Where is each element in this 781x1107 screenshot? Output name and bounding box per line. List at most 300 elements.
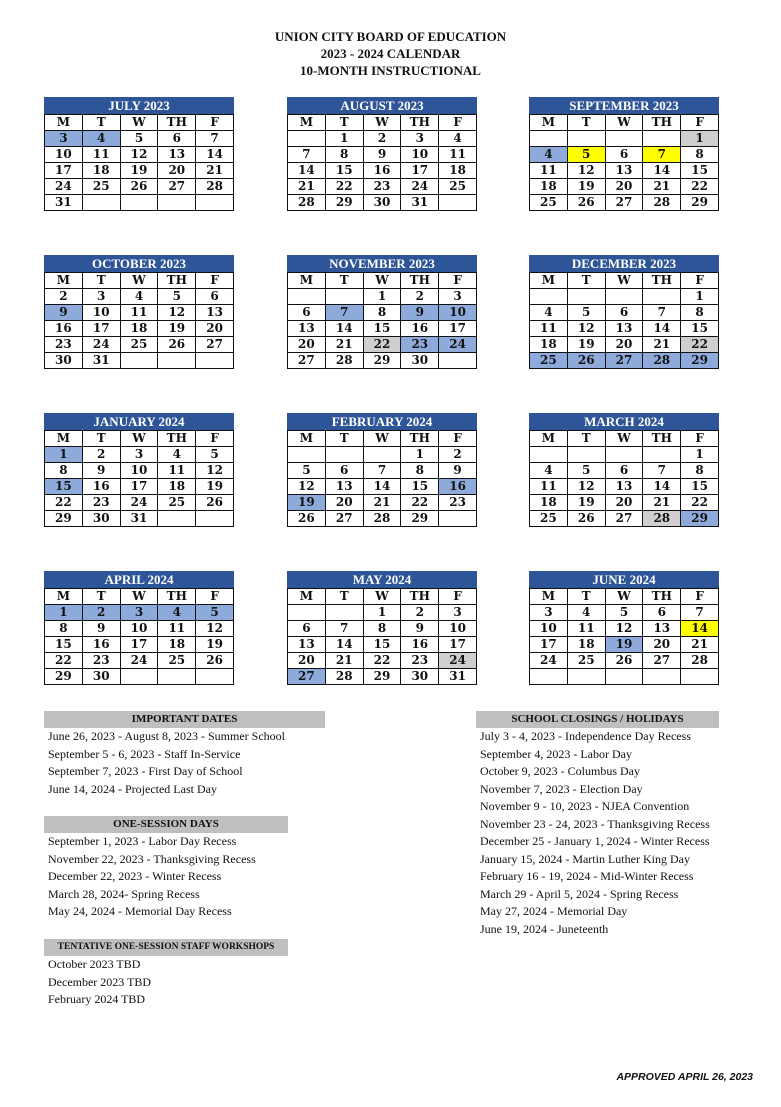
- day-cell: 11: [82, 147, 120, 163]
- day-cell: [605, 447, 643, 463]
- day-cell: 14: [643, 479, 681, 495]
- day-cell: 7: [196, 131, 234, 147]
- weekday-label: W: [363, 115, 401, 131]
- day-cell: 1: [681, 289, 719, 305]
- day-cell: 6: [643, 605, 681, 621]
- weekday-label: T: [567, 115, 605, 131]
- day-cell: 6: [605, 305, 643, 321]
- day-cell: 22: [681, 337, 719, 353]
- list-item: May 27, 2024 - Memorial Day: [480, 904, 628, 918]
- day-cell: 21: [363, 495, 401, 511]
- day-cell: 18: [439, 163, 477, 179]
- day-cell: 19: [605, 637, 643, 653]
- day-cell: 14: [325, 637, 363, 653]
- day-cell: 29: [681, 511, 719, 527]
- day-cell: 26: [196, 495, 234, 511]
- day-cell: [325, 605, 363, 621]
- day-cell: 21: [325, 337, 363, 353]
- day-cell: 10: [45, 147, 83, 163]
- day-cell: 21: [643, 495, 681, 511]
- weekday-label: F: [196, 589, 234, 605]
- day-cell: 31: [45, 195, 83, 211]
- day-cell: 5: [567, 147, 605, 163]
- day-cell: 22: [325, 179, 363, 195]
- day-cell: 2: [363, 131, 401, 147]
- day-cell: 9: [82, 463, 120, 479]
- day-cell: 29: [681, 353, 719, 369]
- month-calendar: [44, 255, 234, 369]
- weekday-label: TH: [401, 273, 439, 289]
- day-cell: 22: [681, 179, 719, 195]
- day-cell: [363, 447, 401, 463]
- month-calendar: [287, 413, 477, 527]
- day-cell: 6: [605, 147, 643, 163]
- day-cell: 3: [120, 447, 158, 463]
- day-cell: 10: [120, 621, 158, 637]
- day-cell: 27: [196, 337, 234, 353]
- month-calendar: [529, 413, 719, 527]
- day-cell: 1: [681, 447, 719, 463]
- day-cell: 4: [120, 289, 158, 305]
- weekday-label: TH: [158, 115, 196, 131]
- day-cell: 29: [681, 195, 719, 211]
- day-cell: [158, 511, 196, 527]
- day-cell: 14: [681, 621, 719, 637]
- day-cell: 4: [82, 131, 120, 147]
- day-cell: [643, 289, 681, 305]
- day-cell: 25: [567, 653, 605, 669]
- day-cell: 27: [325, 511, 363, 527]
- day-cell: 15: [401, 479, 439, 495]
- day-cell: 20: [158, 163, 196, 179]
- day-cell: 13: [605, 321, 643, 337]
- weekday-label: W: [605, 115, 643, 131]
- day-cell: 18: [158, 637, 196, 653]
- day-cell: 24: [45, 179, 83, 195]
- day-cell: 3: [401, 131, 439, 147]
- day-cell: 26: [605, 653, 643, 669]
- day-cell: 5: [196, 447, 234, 463]
- day-cell: 9: [82, 621, 120, 637]
- day-cell: 8: [325, 147, 363, 163]
- day-cell: [158, 353, 196, 369]
- day-cell: 21: [681, 637, 719, 653]
- day-cell: 17: [401, 163, 439, 179]
- day-cell: 10: [530, 621, 568, 637]
- day-cell: 21: [325, 653, 363, 669]
- day-cell: [196, 669, 234, 685]
- weekday-label: T: [325, 115, 363, 131]
- weekday-label: M: [288, 589, 326, 605]
- day-cell: 13: [605, 163, 643, 179]
- list-item: September 7, 2023 - First Day of School: [48, 764, 243, 778]
- day-cell: 27: [605, 511, 643, 527]
- weekday-label: T: [567, 589, 605, 605]
- day-cell: 14: [288, 163, 326, 179]
- day-cell: [196, 511, 234, 527]
- day-cell: 5: [196, 605, 234, 621]
- day-cell: 19: [158, 321, 196, 337]
- day-cell: 30: [45, 353, 83, 369]
- day-cell: 23: [45, 337, 83, 353]
- day-cell: 29: [363, 669, 401, 685]
- day-cell: 30: [401, 353, 439, 369]
- day-cell: 21: [643, 179, 681, 195]
- weekday-label: M: [530, 431, 568, 447]
- day-cell: 15: [681, 479, 719, 495]
- day-cell: 9: [363, 147, 401, 163]
- month-calendar: [44, 97, 234, 211]
- day-cell: 28: [325, 353, 363, 369]
- weekday-label: W: [605, 431, 643, 447]
- month-header: SEPTEMBER 2023: [529, 97, 719, 114]
- day-cell: 29: [45, 511, 83, 527]
- day-cell: 2: [439, 447, 477, 463]
- month-calendar: [529, 97, 719, 211]
- day-cell: 31: [82, 353, 120, 369]
- weekday-label: M: [288, 115, 326, 131]
- day-cell: [120, 669, 158, 685]
- month-header: OCTOBER 2023: [44, 255, 234, 272]
- day-cell: 30: [363, 195, 401, 211]
- title-line-3: 10-MONTH INSTRUCTIONAL: [300, 63, 481, 78]
- approval-note: APPROVED APRIL 26, 2023: [616, 1071, 753, 1083]
- weekday-label: TH: [158, 589, 196, 605]
- day-cell: 9: [45, 305, 83, 321]
- day-cell: 22: [681, 495, 719, 511]
- day-cell: 16: [363, 163, 401, 179]
- day-cell: 28: [196, 179, 234, 195]
- month-header: APRIL 2024: [44, 571, 234, 588]
- title-line-1: UNION CITY BOARD OF EDUCATION: [274, 29, 507, 44]
- weekday-label: W: [120, 589, 158, 605]
- day-cell: 8: [45, 621, 83, 637]
- day-cell: 1: [325, 131, 363, 147]
- day-cell: 5: [120, 131, 158, 147]
- day-cell: 8: [681, 305, 719, 321]
- day-cell: 15: [363, 321, 401, 337]
- day-cell: 23: [439, 495, 477, 511]
- day-cell: 20: [643, 637, 681, 653]
- month-calendar: [529, 571, 719, 685]
- day-cell: 10: [120, 463, 158, 479]
- day-cell: 7: [681, 605, 719, 621]
- day-cell: 7: [643, 305, 681, 321]
- day-cell: 18: [120, 321, 158, 337]
- day-cell: 24: [120, 495, 158, 511]
- day-cell: [288, 605, 326, 621]
- day-cell: 2: [45, 289, 83, 305]
- day-cell: 15: [681, 321, 719, 337]
- day-cell: 10: [439, 621, 477, 637]
- day-cell: 26: [158, 337, 196, 353]
- weekday-label: F: [196, 273, 234, 289]
- day-cell: 10: [82, 305, 120, 321]
- day-cell: [325, 289, 363, 305]
- day-cell: [196, 353, 234, 369]
- day-cell: 14: [643, 321, 681, 337]
- day-cell: 5: [288, 463, 326, 479]
- day-cell: 26: [567, 353, 605, 369]
- day-cell: 22: [45, 653, 83, 669]
- month-calendar: [44, 413, 234, 527]
- day-cell: [288, 131, 326, 147]
- list-item: May 24, 2024 - Memorial Day Recess: [48, 904, 232, 918]
- weekday-label: T: [325, 431, 363, 447]
- day-cell: 27: [288, 669, 326, 685]
- day-cell: 12: [196, 463, 234, 479]
- day-cell: 19: [567, 337, 605, 353]
- weekday-label: F: [681, 431, 719, 447]
- day-cell: 24: [120, 653, 158, 669]
- day-cell: 18: [567, 637, 605, 653]
- month-header: MARCH 2024: [529, 413, 719, 430]
- day-cell: 3: [82, 289, 120, 305]
- list-item: October 9, 2023 - Columbus Day: [480, 764, 640, 778]
- list-item: June 19, 2024 - Juneteenth: [480, 921, 609, 936]
- day-cell: 30: [82, 511, 120, 527]
- day-cell: 23: [82, 495, 120, 511]
- day-cell: 14: [363, 479, 401, 495]
- day-cell: [439, 511, 477, 527]
- day-cell: 22: [401, 495, 439, 511]
- day-cell: 25: [158, 495, 196, 511]
- day-cell: 2: [82, 447, 120, 463]
- day-cell: 22: [45, 495, 83, 511]
- day-cell: 6: [605, 463, 643, 479]
- day-cell: 13: [605, 479, 643, 495]
- day-cell: 12: [567, 479, 605, 495]
- day-cell: 6: [196, 289, 234, 305]
- day-cell: [681, 669, 719, 685]
- day-cell: 31: [120, 511, 158, 527]
- day-cell: 13: [643, 621, 681, 637]
- day-cell: 15: [681, 163, 719, 179]
- day-cell: 4: [530, 147, 568, 163]
- day-cell: 12: [158, 305, 196, 321]
- weekday-label: W: [120, 115, 158, 131]
- day-cell: 17: [82, 321, 120, 337]
- day-cell: [643, 669, 681, 685]
- day-cell: 12: [120, 147, 158, 163]
- document-title: [0, 28, 781, 79]
- day-cell: [196, 195, 234, 211]
- weekday-label: F: [439, 273, 477, 289]
- day-cell: 16: [82, 479, 120, 495]
- day-cell: 16: [401, 321, 439, 337]
- day-cell: 22: [363, 337, 401, 353]
- day-cell: 18: [158, 479, 196, 495]
- list-item: December 22, 2023 - Winter Recess: [48, 869, 222, 883]
- day-cell: 25: [530, 353, 568, 369]
- weekday-label: TH: [643, 431, 681, 447]
- day-cell: [288, 289, 326, 305]
- day-cell: 5: [567, 463, 605, 479]
- day-cell: 17: [120, 479, 158, 495]
- day-cell: 2: [401, 605, 439, 621]
- day-cell: [567, 131, 605, 147]
- weekday-label: TH: [158, 431, 196, 447]
- day-cell: 12: [567, 163, 605, 179]
- day-cell: 8: [401, 463, 439, 479]
- day-cell: [643, 131, 681, 147]
- day-cell: 13: [288, 637, 326, 653]
- day-cell: 12: [605, 621, 643, 637]
- list-item: January 15, 2024 - Martin Luther King Day: [480, 851, 690, 866]
- weekday-label: F: [439, 589, 477, 605]
- day-cell: 21: [643, 337, 681, 353]
- day-cell: 28: [363, 511, 401, 527]
- day-cell: 19: [196, 479, 234, 495]
- weekday-label: F: [439, 431, 477, 447]
- day-cell: 13: [288, 321, 326, 337]
- month-calendar: [287, 97, 477, 211]
- day-cell: 27: [605, 353, 643, 369]
- day-cell: 9: [439, 463, 477, 479]
- day-cell: 2: [401, 289, 439, 305]
- weekday-label: F: [196, 115, 234, 131]
- weekday-label: W: [605, 589, 643, 605]
- weekday-label: T: [82, 273, 120, 289]
- day-cell: 3: [439, 289, 477, 305]
- day-cell: 13: [158, 147, 196, 163]
- day-cell: 19: [120, 163, 158, 179]
- day-cell: 12: [288, 479, 326, 495]
- day-cell: 14: [325, 321, 363, 337]
- weekday-label: M: [288, 431, 326, 447]
- list-item: December 2023 TBD: [48, 974, 152, 989]
- day-cell: 28: [288, 195, 326, 211]
- weekday-label: M: [45, 589, 83, 605]
- day-cell: [605, 669, 643, 685]
- day-cell: 19: [288, 495, 326, 511]
- list-item: March 29 - April 5, 2024 - Spring Recess: [480, 886, 679, 901]
- day-cell: 16: [439, 479, 477, 495]
- day-cell: 3: [120, 605, 158, 621]
- day-cell: 9: [401, 621, 439, 637]
- day-cell: 23: [363, 179, 401, 195]
- day-cell: 11: [530, 321, 568, 337]
- day-cell: 1: [401, 447, 439, 463]
- weekday-label: TH: [643, 115, 681, 131]
- day-cell: [530, 289, 568, 305]
- day-cell: [567, 289, 605, 305]
- weekday-label: TH: [643, 589, 681, 605]
- day-cell: 7: [325, 305, 363, 321]
- day-cell: 4: [158, 605, 196, 621]
- day-cell: 17: [120, 637, 158, 653]
- day-cell: 21: [196, 163, 234, 179]
- day-cell: [530, 447, 568, 463]
- day-cell: [158, 669, 196, 685]
- day-cell: 17: [45, 163, 83, 179]
- day-cell: 3: [45, 131, 83, 147]
- day-cell: 27: [288, 353, 326, 369]
- list-item: November 7, 2023 - Election Day: [480, 781, 643, 796]
- day-cell: 7: [643, 463, 681, 479]
- day-cell: [643, 447, 681, 463]
- section-header: SCHOOL CLOSINGS / HOLIDAYS: [476, 711, 719, 728]
- day-cell: 15: [363, 637, 401, 653]
- day-cell: 7: [643, 147, 681, 163]
- day-cell: 13: [196, 305, 234, 321]
- weekday-label: F: [681, 115, 719, 131]
- day-cell: 18: [530, 337, 568, 353]
- day-cell: 25: [439, 179, 477, 195]
- day-cell: 10: [401, 147, 439, 163]
- day-cell: 22: [363, 653, 401, 669]
- day-cell: 19: [567, 179, 605, 195]
- weekday-label: TH: [643, 273, 681, 289]
- day-cell: 25: [158, 653, 196, 669]
- weekday-label: W: [363, 431, 401, 447]
- day-cell: 1: [363, 605, 401, 621]
- day-cell: 15: [45, 479, 83, 495]
- day-cell: [288, 447, 326, 463]
- day-cell: 15: [325, 163, 363, 179]
- list-item: December 25 - January 1, 2024 - Winter Recess: [480, 834, 710, 848]
- day-cell: 15: [45, 637, 83, 653]
- day-cell: 8: [681, 147, 719, 163]
- day-cell: [439, 195, 477, 211]
- day-cell: 11: [120, 305, 158, 321]
- day-cell: 31: [439, 669, 477, 685]
- day-cell: 4: [439, 131, 477, 147]
- day-cell: 20: [605, 337, 643, 353]
- section-header: IMPORTANT DATES: [44, 711, 325, 728]
- title-line-2: 2023 - 2024 CALENDAR: [320, 46, 461, 61]
- day-cell: 8: [363, 621, 401, 637]
- day-cell: 7: [288, 147, 326, 163]
- day-cell: 8: [681, 463, 719, 479]
- day-cell: [325, 447, 363, 463]
- list-item: June 26, 2023 - August 8, 2023 - Summer School: [48, 729, 285, 743]
- day-cell: 8: [45, 463, 83, 479]
- day-cell: 26: [120, 179, 158, 195]
- weekday-label: M: [530, 589, 568, 605]
- day-cell: 16: [45, 321, 83, 337]
- day-cell: 29: [45, 669, 83, 685]
- day-cell: 11: [530, 479, 568, 495]
- day-cell: 6: [325, 463, 363, 479]
- day-cell: 4: [567, 605, 605, 621]
- weekday-label: F: [681, 589, 719, 605]
- day-cell: 19: [196, 637, 234, 653]
- day-cell: 26: [567, 511, 605, 527]
- weekday-label: T: [82, 431, 120, 447]
- day-cell: 27: [158, 179, 196, 195]
- day-cell: 24: [439, 337, 477, 353]
- day-cell: 23: [401, 337, 439, 353]
- day-cell: 6: [158, 131, 196, 147]
- day-cell: 23: [401, 653, 439, 669]
- day-cell: 11: [567, 621, 605, 637]
- day-cell: 30: [82, 669, 120, 685]
- day-cell: 30: [401, 669, 439, 685]
- day-cell: 1: [681, 131, 719, 147]
- day-cell: 20: [605, 179, 643, 195]
- day-cell: 1: [363, 289, 401, 305]
- day-cell: [567, 447, 605, 463]
- day-cell: 3: [530, 605, 568, 621]
- day-cell: [82, 195, 120, 211]
- month-header: DECEMBER 2023: [529, 255, 719, 272]
- day-cell: 4: [530, 463, 568, 479]
- day-cell: 4: [530, 305, 568, 321]
- month-calendar: [44, 571, 234, 685]
- day-cell: 24: [82, 337, 120, 353]
- weekday-label: F: [439, 115, 477, 131]
